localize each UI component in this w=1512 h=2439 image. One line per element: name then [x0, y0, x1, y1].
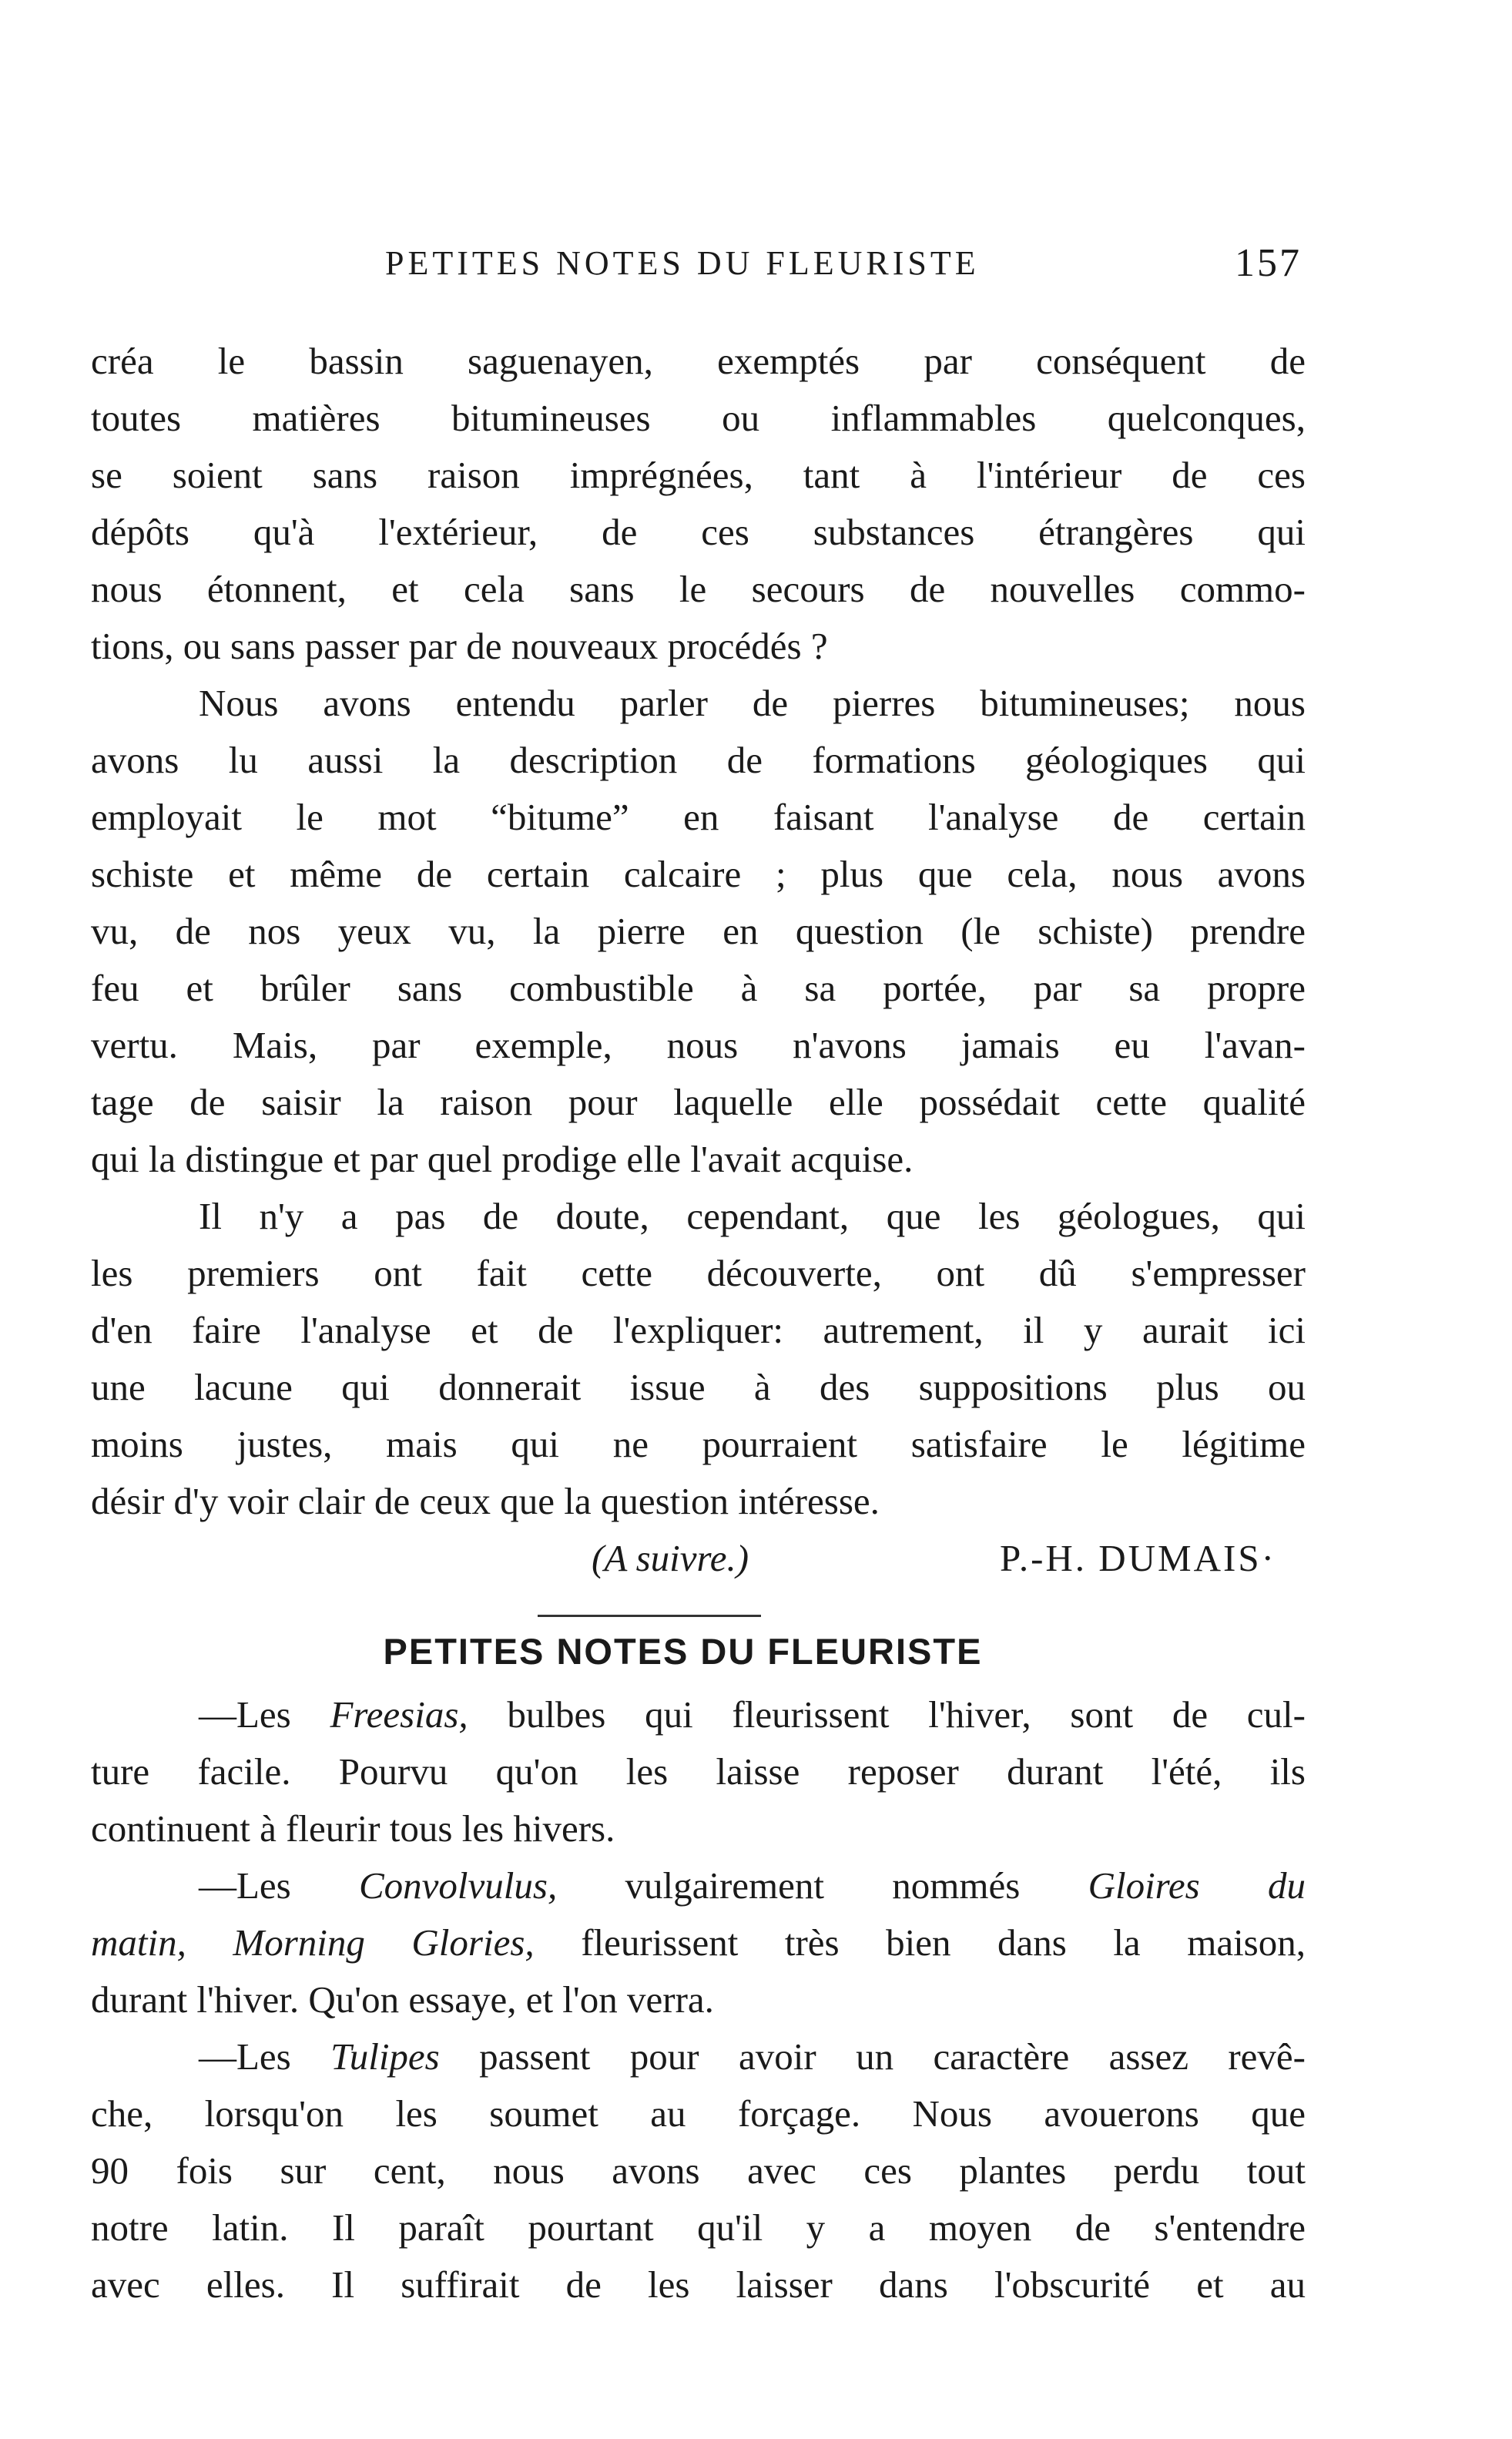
text-line: nous étonnent, et cela sans le secours de nouvelles commo- — [91, 568, 1306, 610]
italic-term: Tulipes — [330, 2035, 440, 2078]
text-line: durant l'hiver. Qu'on essaye, et l'on verra. — [91, 1978, 714, 2021]
article-continuation — [91, 333, 1306, 1587]
running-head — [370, 243, 1302, 290]
text-line: créa le bassin saguenayen, exemptés par conséquent de — [91, 340, 1306, 382]
text-line: avons lu aussi la description de formations géologiques qui — [91, 739, 1306, 781]
florist-notes — [91, 1686, 1306, 2313]
text-line: dépôts qu'à l'extérieur, de ces substances étrangères qui — [91, 511, 1306, 553]
text-line: ture facile. Pourvu qu'on les laisse reposer durant l'été, ils — [91, 1750, 1306, 1793]
text-line: qui la distingue et par quel prodige elle l'avait acquise. — [91, 1138, 914, 1180]
text-line: tions, ou sans passer par de nouveaux procédés ? — [91, 625, 828, 667]
signature-line — [91, 1530, 1306, 1587]
to-be-continued: (A suivre.) — [592, 1537, 749, 1579]
body-text — [91, 333, 1306, 2313]
italic-term: Freesias, — [330, 1693, 468, 1736]
text-line: désir d'y voir clair de ceux que la question intéresse. — [91, 1480, 880, 1522]
text-line: employait le mot “bitume” en faisant l'analyse de certain — [91, 796, 1306, 838]
text-line: avec elles. Il suffirait de les laisser dans l'obscurité et au — [91, 2263, 1306, 2306]
text-line: tage de saisir la raison pour laquelle elle possédait cette qualité — [91, 1081, 1306, 1123]
text-line: vu, de nos yeux vu, la pierre en question (le schiste) prendre — [91, 910, 1306, 952]
text-line: les premiers ont fait cette découverte, ont dû s'empresser — [91, 1252, 1306, 1294]
italic-term: matin, Morning Glories, — [91, 1921, 535, 1964]
text-line: toutes matières bitumineuses ou inflammables quelconques, — [91, 397, 1306, 439]
text-line: Nous avons entendu parler de pierres bitumineuses; nous — [199, 682, 1306, 724]
text-line: schiste et même de certain calcaire ; plus que cela, nous avons — [91, 853, 1306, 895]
text-line: notre latin. Il paraît pourtant qu'il y a moyen de s'entendre — [91, 2206, 1306, 2249]
text-line: vertu. Mais, par exemple, nous n'avons jamais eu l'avan- — [91, 1024, 1306, 1066]
author-signature: P.-H. DUMAIS· — [1000, 1537, 1276, 1579]
text-line: se soient sans raison imprégnées, tant à l'intérieur de ces — [91, 454, 1306, 496]
text-line: d'en faire l'analyse et de l'expliquer: autrement, il y aurait ici — [91, 1309, 1306, 1351]
text-line: matin, Morning Glories, fleurissent très bien dans la maison, — [91, 1921, 1306, 1964]
text-line: —Les Freesias, bulbes qui fleurissent l'hiver, sont de cul- — [199, 1693, 1306, 1736]
text-line: Il n'y a pas de doute, cependant, que les géologues, qui — [199, 1195, 1306, 1237]
text-line: 90 fois sur cent, nous avons avec ces plantes perdu tout — [91, 2149, 1306, 2192]
text-line: feu et brûler sans combustible à sa portée, par sa propre — [91, 967, 1306, 1009]
text-line: une lacune qui donnerait issue à des suppositions plus ou — [91, 1366, 1306, 1408]
italic-term: Convolvulus, — [359, 1864, 558, 1907]
italic-term: Gloires du — [1088, 1864, 1306, 1907]
page-number: 157 — [1235, 241, 1302, 285]
text-line: moins justes, mais qui ne pourraient satisfaire le légitime — [91, 1423, 1306, 1465]
text-line: continuent à fleurir tous les hivers. — [91, 1807, 615, 1850]
text-line: —Les Convolvulus, vulgairement nommés Gloires du — [199, 1864, 1306, 1907]
text-line: —Les Tulipes passent pour avoir un caractère assez revê- — [199, 2035, 1306, 2078]
section-heading: PETITES NOTES DU FLEURISTE — [383, 1631, 983, 1672]
running-title: PETITES NOTES DU FLEURISTE — [385, 244, 980, 282]
text-line: che, lorsqu'on les soumet au forçage. Nous avouerons que — [91, 2092, 1306, 2135]
